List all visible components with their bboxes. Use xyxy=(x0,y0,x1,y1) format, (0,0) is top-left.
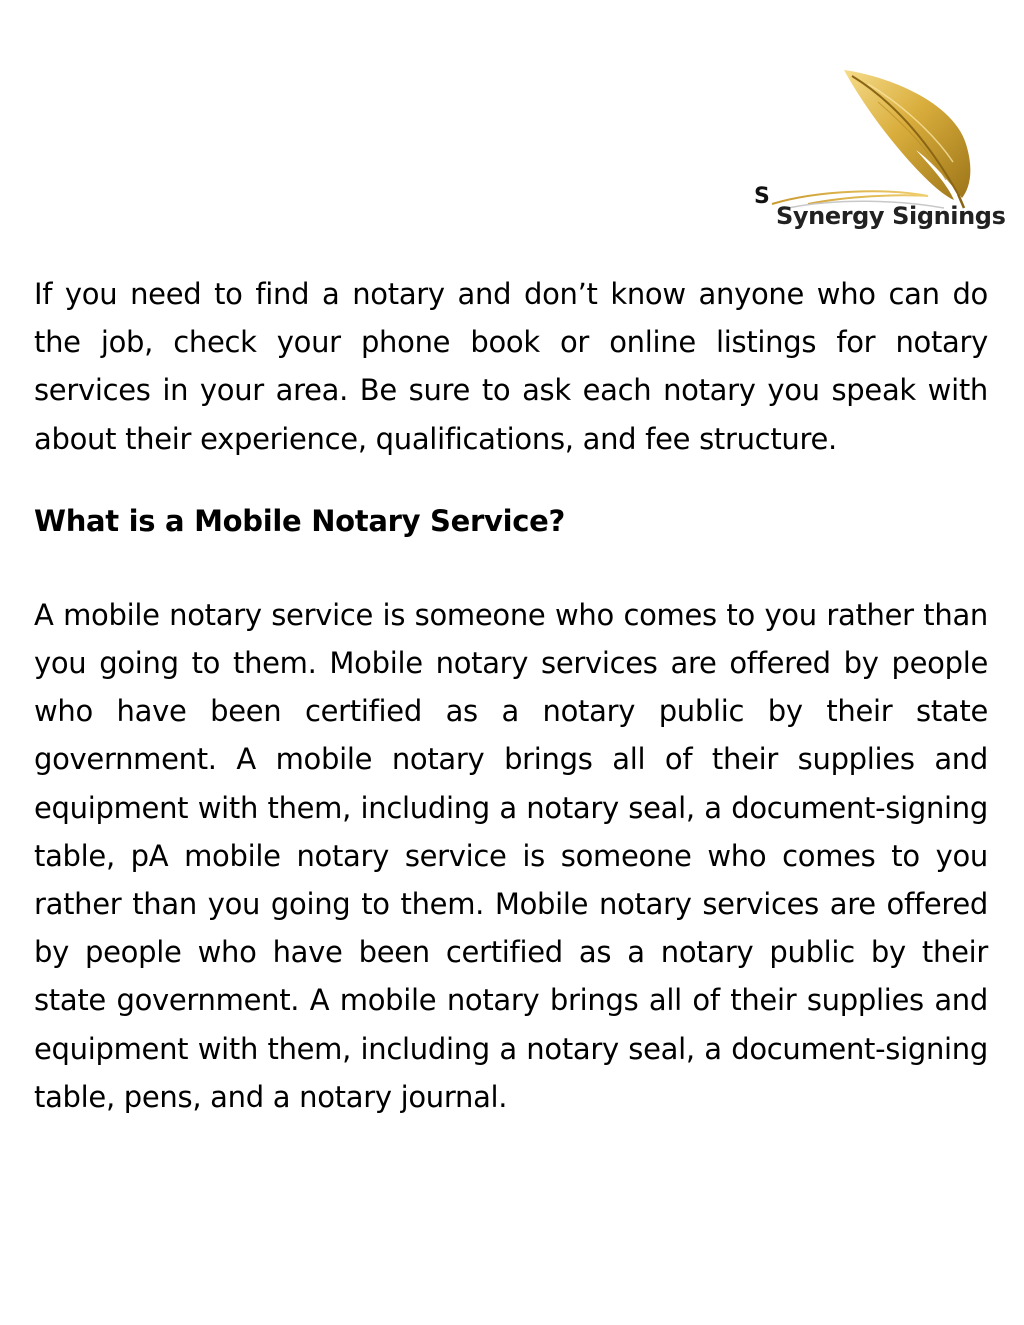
document-body xyxy=(34,270,988,1121)
logo-partial-letter: S xyxy=(754,184,770,209)
mobile-notary-paragraph: A mobile notary service is someone who comes to you rather than you going to them. Mobile notary services are offered by people who have been certified as a notary public by their state government. A mobile notary brings all of their supplies and equipment with them, including a notary seal, a document-signing table, pA mobile notary service is someone who comes to you rather than you going to them. Mobile notary services are offered by people who have been certified as a notary public by their state government. A mobile notary brings all of their supplies and equipment with them, including a notary seal, a document-signing table, pens, and a notary journal. xyxy=(34,597,988,1114)
intro-paragraph: If you need to find a notary and don’t know anyone who can do the job, check your phone book or online listings for notary services in your area. Be sure to ask each notary you speak with about their experience, qualifications, and fee structure. xyxy=(34,277,988,456)
section-heading: What is a Mobile Notary Service? xyxy=(34,503,566,538)
brand-logo xyxy=(748,62,1006,242)
logo-brand-name: Synergy Signings xyxy=(776,202,1006,230)
